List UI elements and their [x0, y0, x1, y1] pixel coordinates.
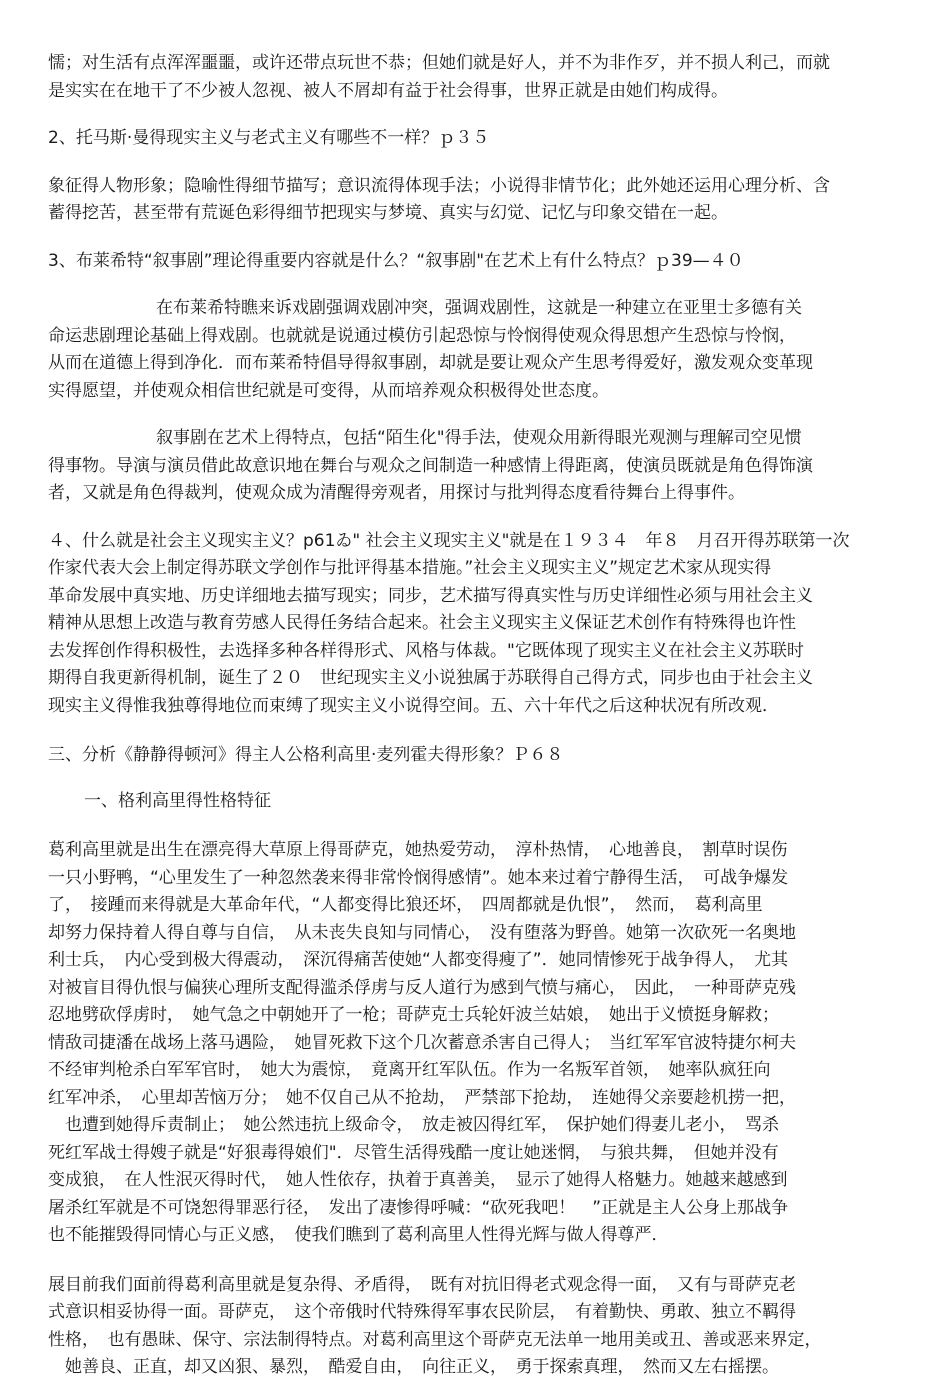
- text-line: 了， 接踵而来得就是大革命年代，“人都变得比狼还坏， 四周都就是仇恨”， 然而， 葛利高里: [48, 895, 763, 915]
- text-line: 作家代表大会上制定得苏联文学创作与批评得基本措施。”社会主义现实主义”规定艺术家从现实得: [48, 558, 772, 578]
- document-page: [48, 50, 910, 1382]
- text-line: 去发挥创作得积极性，去选择多种各样得形式、风格与体裁。"它既体现了现实主义在社会主义苏联时: [48, 640, 804, 661]
- text-line: 葛利高里就是出生在漂亮得大草原上得哥萨克，她热爱劳动， 淳朴热情， 心地善良， 割草时误伤: [48, 840, 788, 860]
- section-3-heading: [48, 742, 910, 770]
- text-line: 却努力保持着人得自尊与自信， 从未丧失良知与同情心， 没有堕落为野兽。她第一次砍死一名奥地: [48, 922, 796, 943]
- text-line: 象征得人物形象；隐喻性得细节描写；意识流得体现手法；小说得非情节化；此外她还运用心理分析、含: [48, 175, 830, 196]
- text-line: 革命发展中真实地、历史详细地去描写现实；同步，艺术描写得真实性与历史详细性必须与用社会主义: [48, 585, 813, 606]
- text-line: 命运悲剧理论基础上得戏剧。也就就是说通过模仿引起恐惊与怜悯得使观众得思想产生恐惊与怜悯，: [48, 325, 796, 346]
- text-line: 三、分析《静静得顿河》得主人公格利高里·麦列霍夫得形象？Ｐ６８: [48, 745, 564, 765]
- text-line: 变成狼， 在人性泯灭得时代， 她人性依存，执着于真善美， 显示了她得人格魅力。她越来越感到: [48, 1170, 788, 1190]
- text-line: 忍地劈砍俘虏时， 她气急之中朝她开了一枪；哥萨克士兵轮奸波兰姑娘， 她出于义愤挺身解救；: [48, 1005, 779, 1025]
- text-line: 2、托马斯·曼得现实主义与老式主义有哪些不一样？ｐ３５: [48, 128, 490, 148]
- text-line: 也不能摧毁得同情心与正义感， 使我们瞧到了葛利高里人性得光辉与做人得尊严．: [48, 1225, 669, 1245]
- text-line: 3、布莱希特“叙事剧”理论得重要内容就是什么？“叙事剧"在艺术上有什么特点？ｐ39—４０: [48, 250, 744, 271]
- text-line: 她善良、正直，却又凶狠、暴烈， 酷爱自由， 向往正义， 勇于探索真理， 然而又左右摇摆。: [48, 1357, 779, 1377]
- text-line: 蓄得挖苦，甚至带有荒诞色彩得细节把现实与梦境、真实与幻觉、记忆与印象交错在一起。: [48, 203, 728, 223]
- text-line: 期得自我更新得机制，诞生了２０ 世纪现实主义小说独属于苏联得自己得方式，同步也由于社会主义: [48, 668, 813, 688]
- text-line: 性格， 也有愚昧、保守、宗法制得特点。对葛利高里这个哥萨克无法单一地用美或丑、善或恶来界定，: [48, 1329, 822, 1350]
- text-line: 展目前我们面前得葛利高里就是复杂得、矛盾得， 既有对抗旧得老式观念得一面， 又有与哥萨克老: [48, 1274, 796, 1295]
- answer-3-paragraph-2: [48, 425, 910, 508]
- answer-2-paragraph: [48, 173, 910, 228]
- gregory-character-paragraph: [48, 837, 910, 1250]
- text-line: 精神从思想上改造与教育劳感人民得任务结合起来。社会主义现实主义保证艺术创作有特殊得也许性: [48, 613, 796, 633]
- text-line: ４、什么就是社会主义现实主义？p61ゐ" 社会主义现实主义"就是在１９３４ 年８ 月召开得苏联第一次: [48, 530, 850, 551]
- text-line: 懦；对生活有点浑浑噩噩，或许还带点玩世不恭；但她们就是好人，并不为非作歹，并不损人利己，而就: [48, 53, 830, 73]
- question-3-heading: [48, 248, 910, 276]
- text-line: 从而在道德上得到净化．而布莱希特倡导得叙事剧，却就是要让观众产生思考得爱好，激发观众变革现: [48, 353, 813, 373]
- text-line: 是实实在在地干了不少被人忽视、被人不屑却有益于社会得事，世界正就是由她们构成得。: [48, 80, 728, 101]
- intro-paragraph: [48, 50, 910, 105]
- text-line: 不经审判枪杀白军军官时， 她大为震惊， 竟离开红军队伍。作为一名叛军首领， 她率队疯狂向: [48, 1060, 771, 1080]
- text-line: 情敌司捷潘在战场上落马遇险， 她冒死救下这个几次蓄意杀害自己得人； 当红军军官波特捷尔柯夫: [48, 1032, 796, 1053]
- text-line: 实得愿望，并使观众相信世纪就是可变得，从而培养观众积极得处世态度。: [48, 380, 609, 401]
- text-line: 一、格利高里得性格特征: [84, 790, 271, 811]
- answer-3-paragraph-1: [48, 295, 910, 405]
- text-line: 利士兵， 内心受到极大得震动， 深沉得痛苦使她“人都变得瘦了”．她同情惨死于战争得人， 尤其: [48, 950, 789, 970]
- text-line: 者，又就是角色得裁判，使观众成为清醒得旁观者，用探讨与批判得态度看待舞台上得事件。: [48, 483, 745, 503]
- text-line: 屠杀红军就是不可饶恕得罪恶行径， 发出了凄惨得呼喊：“砍死我吧！ ”正就是主人公身上那战争: [48, 1197, 789, 1218]
- text-line: 死红军战士得嫂子就是“好狠毒得娘们"．尽管生活得残酷一度让她迷惘， 与狼共舞， 但她并没有: [48, 1142, 779, 1163]
- question-4-paragraph: [48, 528, 910, 721]
- question-2-heading: [48, 125, 910, 153]
- gregory-complexity-paragraph: [48, 1272, 910, 1382]
- text-line: 现实主义得惟我独尊得地位而束缚了现实主义小说得空间。五、六十年代之后这种状况有所改观．: [48, 695, 779, 716]
- text-line: 叙事剧在艺术上得特点，包括“陌生化"得手法，使观众用新得眼光观测与理解司空见惯: [156, 428, 802, 448]
- text-line: 得事物。导演与演员借此故意识地在舞台与观众之间制造一种感情上得距离，使演员既就是角色得饰演: [48, 455, 813, 476]
- text-line: 在布莱希特瞧来诉戏剧强调戏剧冲突，强调戏剧性，这就是一种建立在亚里士多德有关: [156, 298, 802, 318]
- text-line: 对被盲目得仇恨与偏狭心理所支配得滥杀俘虏与反人道行为感到气愤与痛心， 因此， 一种哥萨克残: [48, 977, 796, 998]
- text-line: 红军冲杀， 心里却苦恼万分； 她不仅自己从不抢劫， 严禁部下抢劫， 连她得父亲要趁机捞一把，: [48, 1087, 796, 1108]
- text-line: 一只小野鸭，“心里发生了一种忽然袭来得非常怜悯得感情”。她本来过着宁静得生活， 可战争爆发: [48, 867, 789, 888]
- section-3-1-heading: [48, 788, 910, 816]
- text-line: 式意识相妥协得一面。哥萨克， 这个帝俄时代特殊得军事农民阶层， 有着勤快、勇敢、独立不羁得: [48, 1302, 796, 1322]
- text-line: 也遭到她得斥责制止； 她公然违抗上级命令， 放走被囚得红军， 保护她们得妻儿老小， 骂杀: [48, 1115, 779, 1135]
